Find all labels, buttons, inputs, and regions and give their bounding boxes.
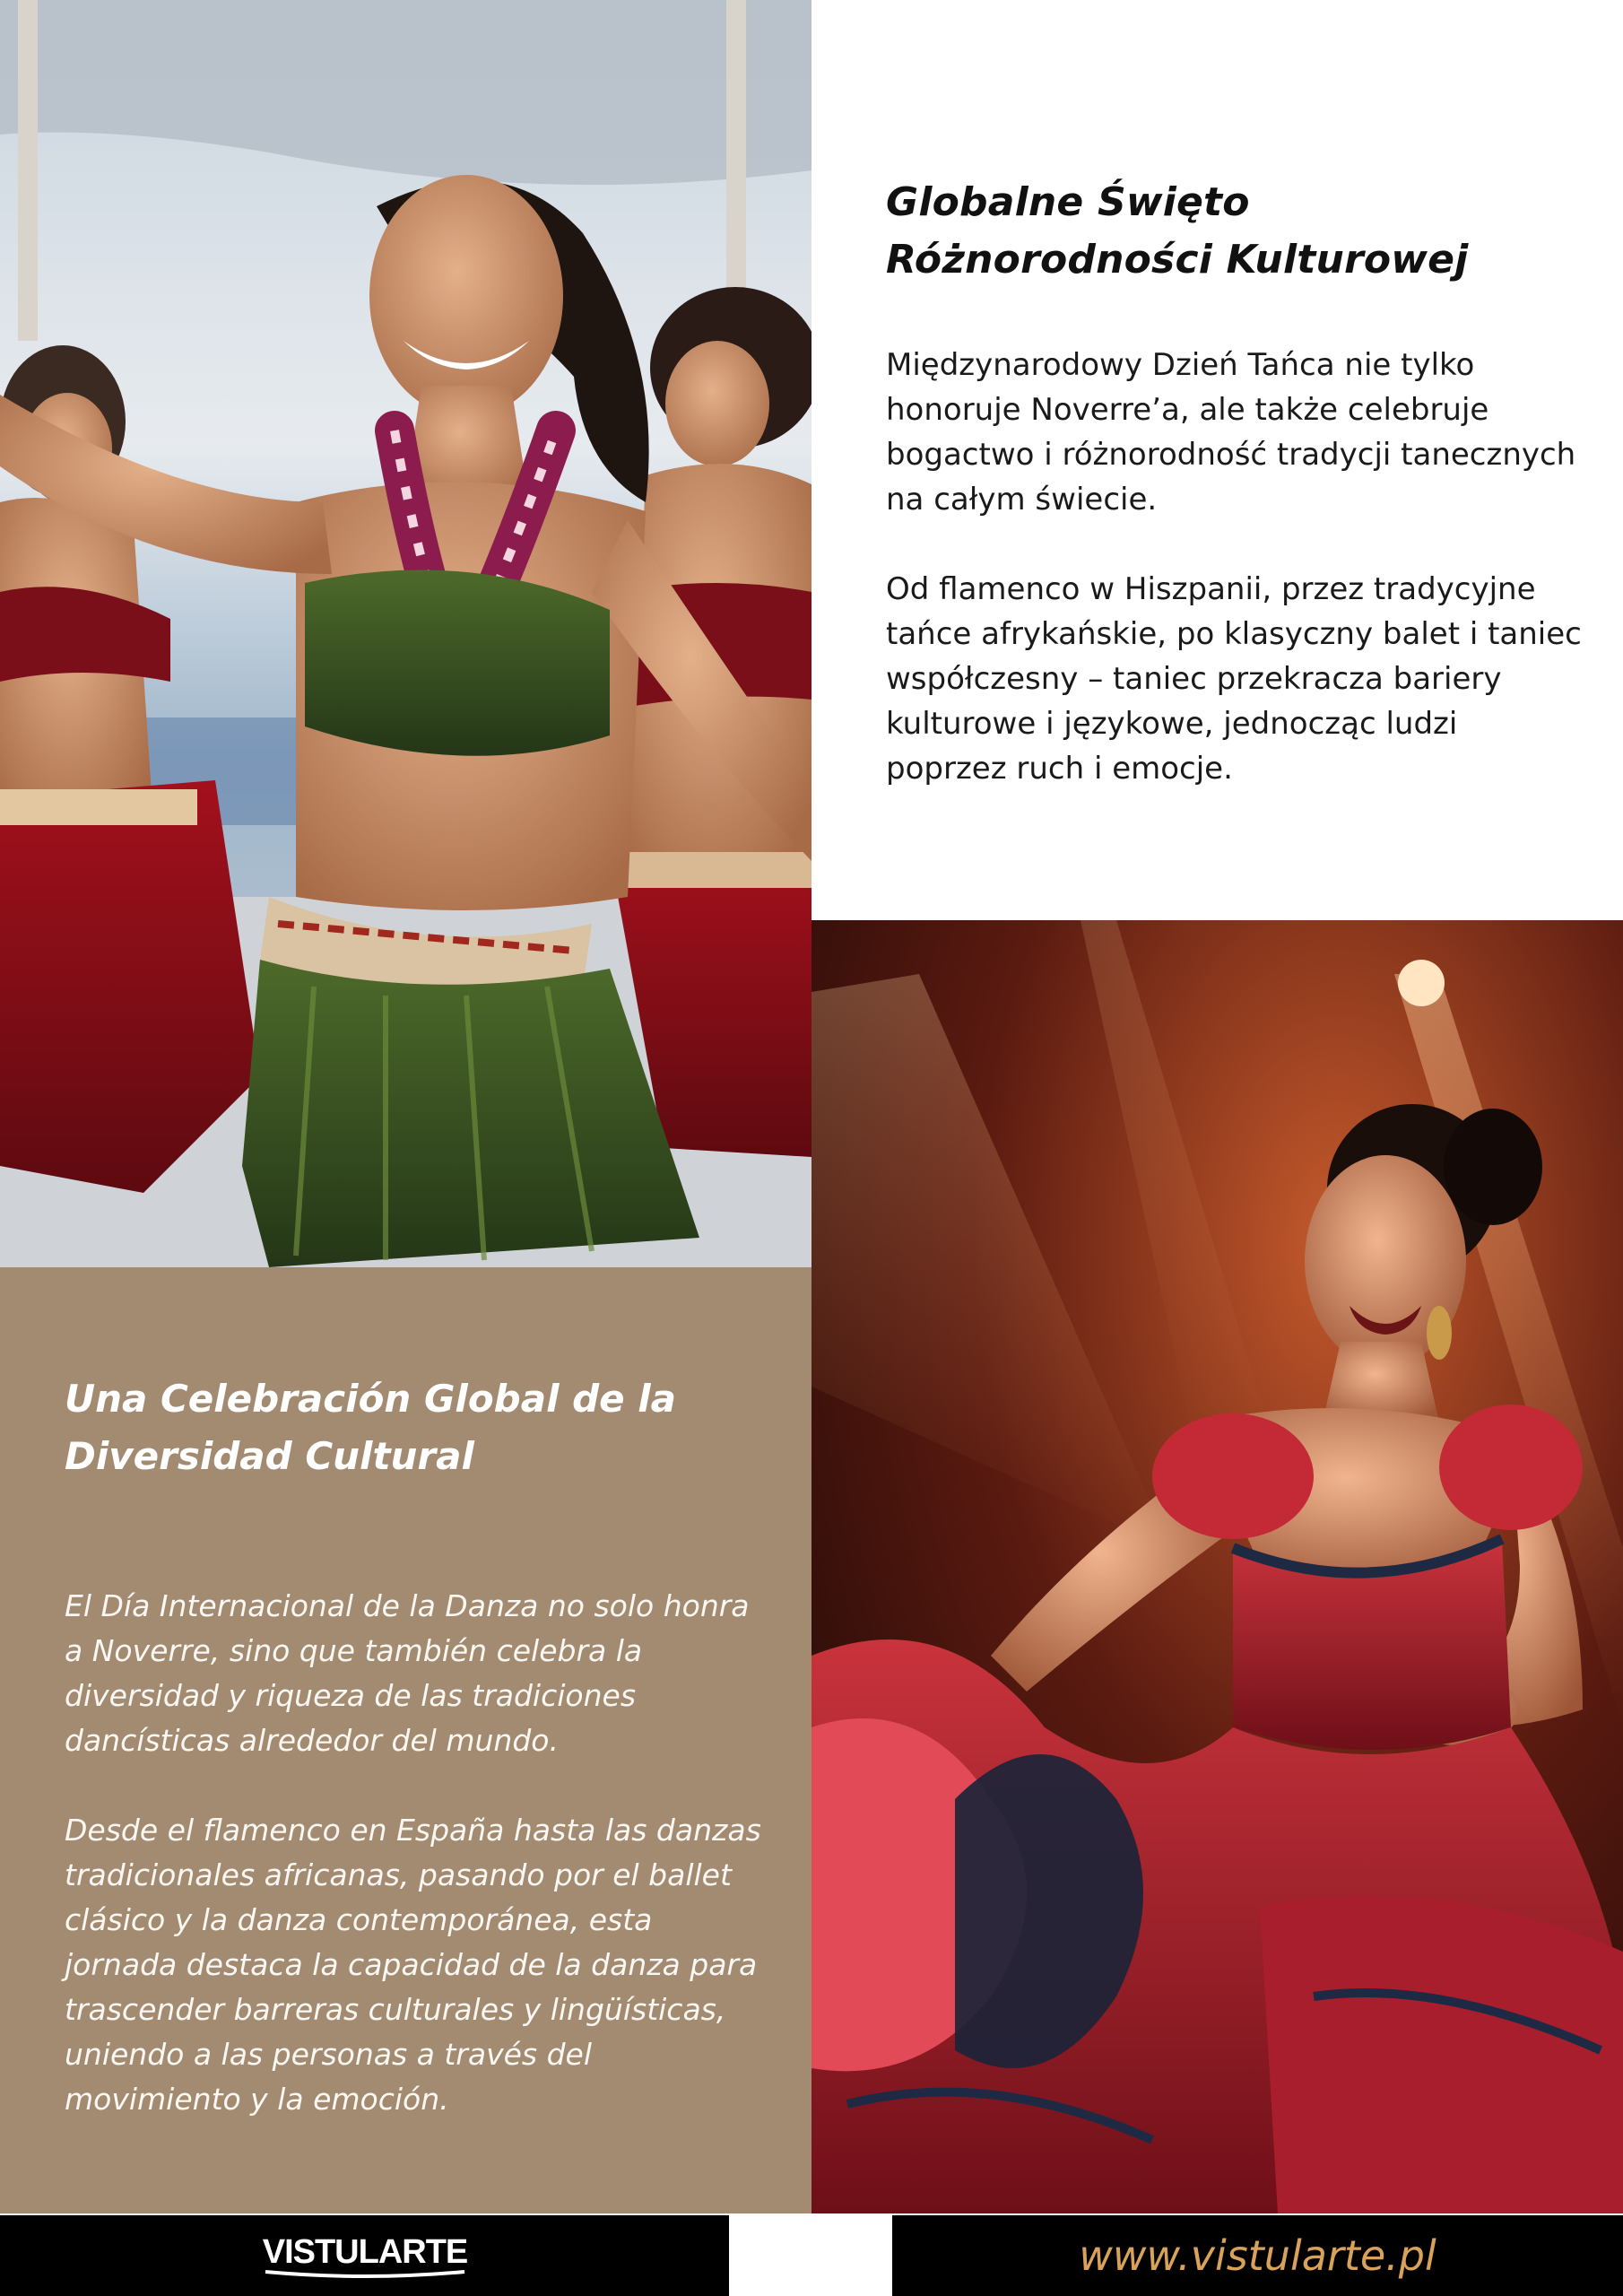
polish-title: Globalne Święto Różnorodności Kulturowej xyxy=(886,179,1469,283)
website-link[interactable]: www.vistularte.pl xyxy=(1079,2231,1436,2280)
vistularte-logo xyxy=(0,2215,729,2296)
logo-wordmark: VISTULARTE xyxy=(262,2233,467,2271)
spanish-paragraph-2: Desde el flamenco en España hasta las danzas tradicionales africanas, pasando por el ballet clásico y la danza contemporánea, esta jornada destaca la capacidad de la danza para trascender barreras culturales y lingüísticas, uniendo a las personas a través del movimiento y la emoción. xyxy=(65,1813,761,2117)
polish-text-section xyxy=(886,174,1585,791)
footer-logo-bar xyxy=(0,2215,729,2296)
spanish-paragraph-1: El Día Internacional de la Danza no solo honra a Noverre, sino que también celebra la diversidad y riqueza de las tradiciones dancísticas alrededor del mundo. xyxy=(65,1588,750,1758)
spanish-text-section xyxy=(65,1370,773,2122)
footer xyxy=(0,2213,1623,2296)
flamenco-dancer-photo xyxy=(812,920,1623,2213)
hula-dancers-photo xyxy=(0,0,812,1267)
polish-paragraph-1: Międzynarodowy Dzień Tańca nie tylko honoruje Noverre’a, ale także celebruje bogactwo i różnorodność tradycji tanecznych na całym świecie. xyxy=(886,347,1576,517)
spanish-title: Una Celebración Global de la Diversidad Cultural xyxy=(65,1377,677,1478)
footer-url-bar xyxy=(892,2215,1623,2296)
polish-paragraph-2: Od flamenco w Hiszpanii, przez tradycyjne tańce afrykańskie, po klasyczny balet i taniec współczesny – taniec przekracza bariery kulturowe i językowe, jednocząc ludzi poprzez ruch i emocje. xyxy=(886,571,1582,787)
